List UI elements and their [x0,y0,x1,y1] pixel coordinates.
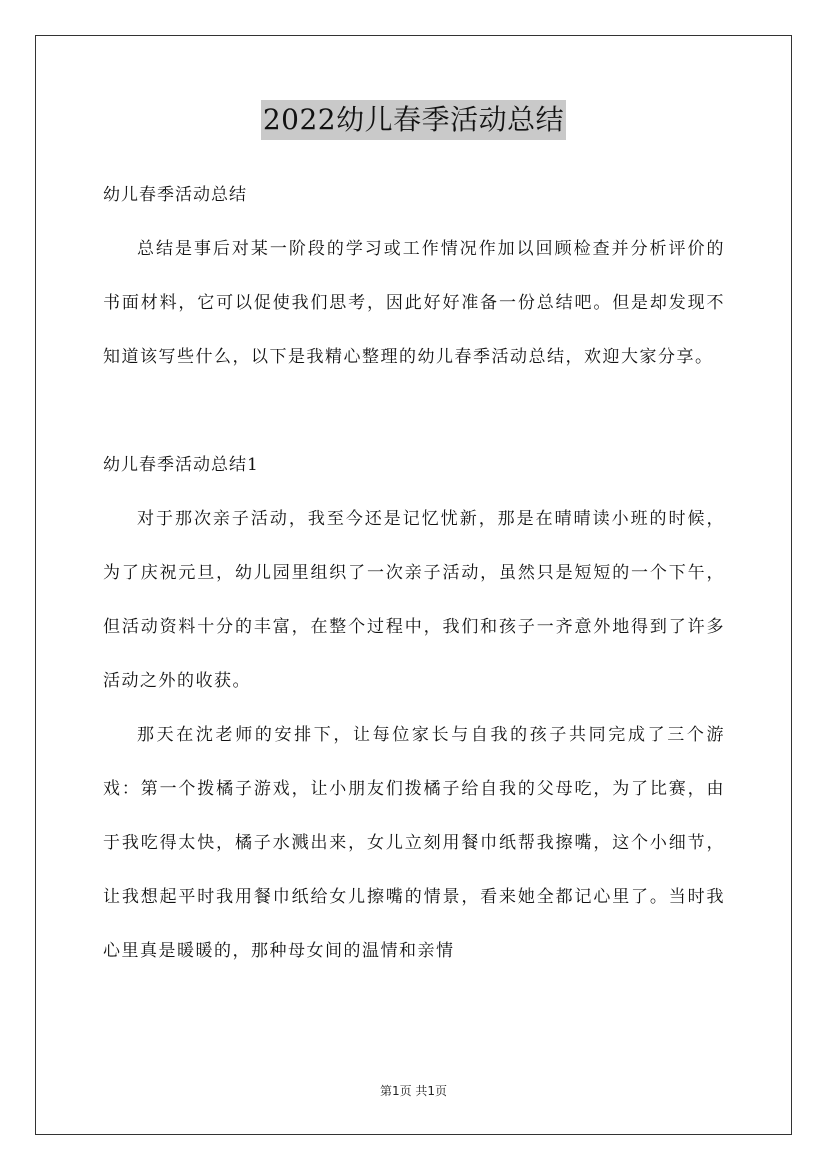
subheading: 幼儿春季活动总结 [103,185,247,205]
title-container [0,100,827,140]
document-body [103,168,725,978]
section1-paragraph-2: 那天在沈老师的安排下，让每位家长与自我的孩子共同完成了三个游戏：第一个拨橘子游戏，让小朋友们拨橘子给自我的父母吃，为了比赛，由于我吃得太快，橘子水溅出来，女儿立刻用餐巾纸帮我擦嘴，这个小细节，让我想起平时我用餐巾纸给女儿擦嘴的情景，看来她全都记心里了。当时我心里真是暖暖的，那种母女间的温情和亲情 [103,725,725,961]
intro-paragraph: 总结是事后对某一阶段的学习或工作情况作加以回顾检查并分析评价的书面材料，它可以促使我们思考，因此好好准备一份总结吧。但是却发现不知道该写些什么，以下是我精心整理的幼儿春季活动总结，欢迎大家分享。 [103,239,725,367]
document-title: 2022幼儿春季活动总结 [261,100,566,140]
section-spacer [103,384,725,438]
section1-paragraph-1: 对于那次亲子活动，我至今还是记忆忧新，那是在晴晴读小班的时候，为了庆祝元旦，幼儿园里组织了一次亲子活动，虽然只是短短的一个下午，但活动资料十分的丰富，在整个过程中，我们和孩子一齐意外地得到了许多活动之外的收获。 [103,509,725,691]
section1-heading: 幼儿春季活动总结1 [103,455,259,475]
page-footer: 第1页 共1页 [379,1084,448,1098]
